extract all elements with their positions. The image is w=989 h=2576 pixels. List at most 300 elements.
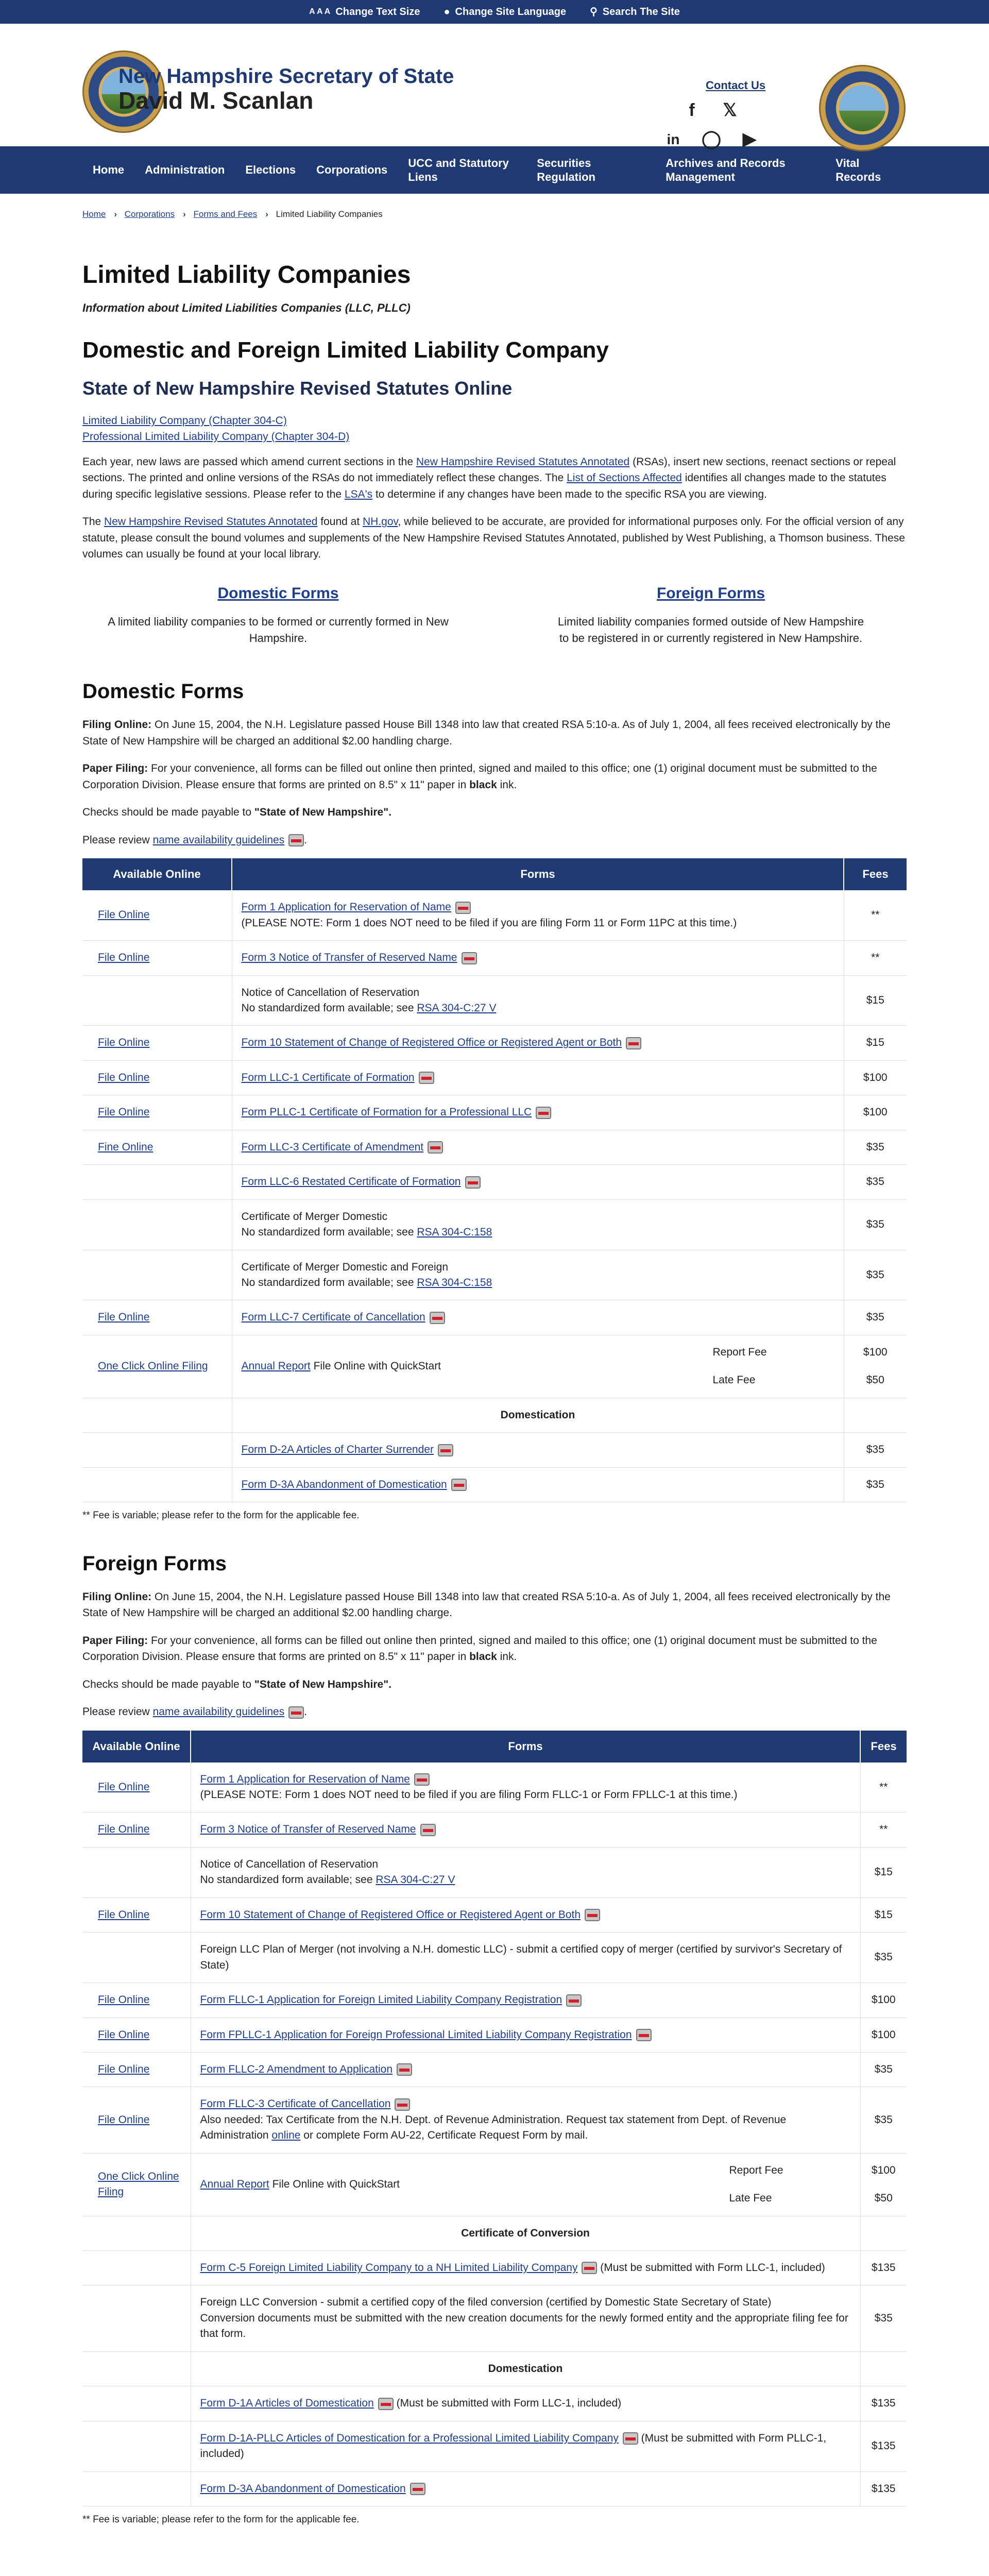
table-row [82,2052,907,2087]
report-fee: $100 [863,1346,888,1358]
statutes-paragraph-2 [82,514,907,563]
live-free-seal-logo [819,65,906,151]
linkedin-icon[interactable]: in [667,131,680,147]
text: On June 15, 2004, the N.H. Legislature passed House Bill 1348 into law that created RSA 5:10-a. As of July 1, 2004, all fees received electronically by the State of New Hampshire will be charged an additional $2.00 handling charge. [82,719,891,747]
report-fee-label: Report Fee [729,2164,783,2176]
table-row [82,1060,907,1095]
text: (RSAs), insert new sections, reenact sections or repeal sections. The printed and online versions of the RSAs do not immediately reflect these changes. The [82,455,896,484]
file-online-link[interactable]: File Online [98,1994,150,2006]
rsa-link[interactable]: RSA 304-C:158 [417,1226,492,1239]
form-link[interactable]: Form LLC-3 Certificate of Amendment [241,1141,424,1153]
form-link[interactable]: Form FLLC-3 Certificate of Cancellation [200,2098,391,2110]
empty-cell [82,1433,232,1467]
form-cell [232,941,844,975]
pdf-icon[interactable] [410,2483,425,2495]
annual-report-row [82,1335,907,1398]
available-online-cell [82,1300,232,1335]
available-online-cell [82,1847,191,1897]
nhgov-link[interactable]: NH.gov [363,516,398,528]
available-online-cell [82,1335,232,1398]
file-online-link[interactable]: File Online [98,952,150,964]
text-size-label: Change Text Size [335,6,420,18]
text: Checks should be made payable to [82,1678,254,1690]
pdf-icon[interactable] [288,1706,304,1719]
file-online-link[interactable]: File Online [98,909,150,921]
fee-cell: $100 [860,2018,907,2052]
form-cell [191,1933,860,1983]
rsa-link[interactable]: New Hampshire Revised Statutes Annotated [416,455,630,468]
text: "State of New Hampshire". [254,1678,392,1690]
annual-report-link[interactable]: Annual Report [241,1360,311,1372]
form-cell [191,2471,860,2506]
language-button[interactable] [444,5,566,20]
breadcrumb-home[interactable]: Home [82,209,106,219]
form-link[interactable]: Form D-3A Abandonment of Domestication [241,1478,447,1490]
available-online-cell [82,1060,232,1095]
annual-text: File Online with QuickStart [269,2178,400,2190]
pdf-icon[interactable] [378,2398,394,2410]
fee-cell: $35 [860,1933,907,1983]
form-link[interactable]: Form 1 Application for Reservation of Name [200,1773,410,1785]
main-content [0,257,989,2527]
table-row [82,1433,907,1467]
form-cell [232,1467,844,1502]
filing-online-note [82,1589,907,1621]
fee-cell: $35 [860,2052,907,2087]
text: The [82,516,105,528]
facebook-icon[interactable]: f [689,100,695,121]
pdf-icon[interactable] [430,1312,445,1324]
text: black [469,1651,497,1663]
domestic-forms-desc: A limited liability companies to be formed or currently formed in New Hampshire. [108,615,449,645]
domestication-heading: Domestication [232,1398,844,1432]
text: Please review [82,834,153,846]
available-online-cell [82,941,232,975]
checks-note [82,804,907,821]
breadcrumb-corporations[interactable]: Corporations [124,209,175,219]
table-row [82,2018,907,2052]
pdf-icon[interactable] [455,902,471,914]
empty-cell [860,2216,907,2250]
fee-cell: $15 [844,975,907,1026]
form-cell [232,1433,844,1467]
form-cell [191,2386,860,2421]
form-link[interactable]: Form 3 Notice of Transfer of Reserved Name [200,1823,416,1836]
statutes-heading: State of New Hampshire Revised Statutes Online [82,377,513,399]
pllc-chapter-link[interactable]: Professional Limited Liability Company (Chapter 304-D) [82,430,350,443]
form-link[interactable]: Form FLLC-2 Amendment to Application [200,2063,393,2075]
fee-cell: $135 [860,2471,907,2506]
fee-cell: $35 [844,1250,907,1300]
late-fee-label: Late Fee [729,2192,772,2205]
pdf-icon[interactable] [451,1479,467,1491]
file-online-link[interactable]: File Online [98,1781,150,1793]
form-note: Conversion documents must be submitted with the new creation documents for the newly formed entity and the appropriate filing fee for that form. [200,2312,848,2340]
form-cell [232,1300,844,1335]
form-link[interactable]: Form 1 Application for Reservation of Name [241,901,451,913]
empty-cell [82,2216,191,2250]
form-link[interactable]: Form LLC-1 Certificate of Formation [241,1071,415,1083]
pdf-icon[interactable] [438,1444,453,1456]
nav-administration[interactable]: Administration [145,163,225,177]
nav-home[interactable]: Home [93,163,125,177]
form-text: Certificate of Merger Domestic and Foreign [241,1261,448,1273]
nav-archives[interactable]: Archives and Records Management [666,156,786,183]
fee-cell: ** [860,1762,907,1812]
fee-cell: $35 [844,1130,907,1164]
text: On June 15, 2004, the N.H. Legislature passed House Bill 1348 into law that created RSA 5:10-a. As of July 1, 2004, all fees received electronically by the State of New Hampshire will be charged an additional $2.00 handling charge. [82,1590,891,1619]
form-cell [191,2087,860,2153]
pdf-icon[interactable] [419,1072,434,1084]
fee-cell: $35 [860,2087,907,2153]
form-link[interactable]: Form D-1A Articles of Domestication [200,2397,374,2410]
pdf-icon[interactable] [585,1909,600,1921]
available-online-cell [82,975,232,1026]
form-note: No standardized form available; see [241,1226,417,1239]
annual-text: File Online with QuickStart [310,1360,441,1372]
fee-cell: $135 [860,2386,907,2421]
form-link[interactable]: Form FPLLC-1 Application for Foreign Professional Limited Liability Company Registration [200,2028,632,2041]
search-label: Search The Site [602,6,680,18]
report-fee-label: Report Fee [712,1346,767,1358]
text: . [304,1706,308,1718]
table-row [82,2471,907,2506]
pdf-icon[interactable] [566,1994,582,2007]
table-row [82,1250,907,1300]
col-forms: Forms [191,1731,860,1762]
empty-cell [82,2386,191,2421]
table-row [82,2421,907,2471]
form-link[interactable]: Form PLLC-1 Certificate of Formation for a Professional LLC [241,1106,532,1118]
filing-online-note [82,717,907,749]
file-online-link[interactable]: File Online [98,2113,150,2126]
foreign-forms-link[interactable]: Foreign Forms [656,584,765,602]
breadcrumb-forms-fees[interactable]: Forms and Fees [193,209,258,219]
globe-icon: ● [444,6,450,18]
table-row [82,2285,907,2351]
empty-cell [82,1467,232,1502]
fee-cell: $35 [844,1165,907,1199]
fee-cell: ** [844,890,907,940]
one-click-filing-link[interactable]: One Click Online Filing [98,2170,179,2198]
fee-cell [844,1335,907,1398]
available-online-cell [82,1165,232,1199]
form-cell [232,1250,844,1300]
table-row [82,1165,907,1199]
empty-cell [82,1398,232,1432]
available-online-cell [82,1933,191,1983]
x-icon[interactable]: 𝕏 [723,100,737,121]
checks-note [82,1676,907,1693]
paper-filing-note [82,1633,907,1665]
late-fee-label: Late Fee [712,1374,756,1386]
domestic-footnote: ** Fee is variable; please refer to the form for the applicable fee. [82,1510,360,1521]
form-link[interactable]: Form LLC-7 Certificate of Cancellation [241,1311,425,1324]
domestic-heading: Domestic Forms [82,680,244,703]
form-text: Certificate of Merger Domestic [241,1210,388,1223]
search-button[interactable] [590,5,680,20]
table-row [82,1983,907,2018]
form-link[interactable]: Form C-5 Foreign Limited Liability Company to a NH Limited Liability Company [200,2262,578,2274]
form-cell [191,2251,860,2285]
col-available-online: Available Online [82,858,232,890]
file-online-link[interactable]: File Online [98,1037,150,1049]
text: to determine if any changes have been made to the specific RSA you are viewing. [372,488,767,500]
breadcrumb [0,194,989,221]
form-cell [191,1762,860,1812]
chevron-right-icon: › [114,209,117,219]
pdf-icon[interactable] [623,2432,638,2445]
foreign-forms-table [82,1731,907,2506]
brand-line2: David M. Scanlan [118,87,314,114]
pdf-icon[interactable] [288,834,304,846]
form-link[interactable]: Form 10 Statement of Change of Registered Office or Registered Agent or Both [200,1908,581,1921]
form-cell [191,2018,860,2052]
lsa-link[interactable]: LSA's [344,488,373,500]
rsa-link[interactable]: RSA 304-C:158 [417,1276,492,1289]
pdf-icon[interactable] [395,2098,410,2111]
form-note: No standardized form available; see [241,1276,417,1289]
available-online-cell [82,2018,191,2052]
table-row [82,890,907,940]
table-row [82,2386,907,2421]
nav-corporations[interactable]: Corporations [316,163,388,177]
fee-cell: $100 [860,1983,907,2018]
pdf-icon[interactable] [414,1773,430,1786]
table-row [82,1095,907,1130]
table-row [82,941,907,975]
form-note: No standardized form available; see [200,1874,376,1886]
page-title: Limited Liability Companies [82,261,411,289]
pdf-icon[interactable] [462,952,477,964]
pdf-icon[interactable] [465,1176,481,1189]
file-online-link[interactable]: File Online [98,2028,150,2041]
form-cell [191,2052,860,2087]
file-online-link[interactable]: Fine Online [98,1141,154,1153]
available-online-cell [82,890,232,940]
subheading-row [82,2351,907,2386]
file-online-link[interactable]: File Online [98,1311,150,1324]
empty-cell [860,2351,907,2386]
domestication-heading: Domestication [191,2351,860,2386]
form-link[interactable]: Form 3 Notice of Transfer of Reserved Name [241,952,457,964]
subheading-row [82,1398,907,1432]
text: Please review [82,1706,153,1718]
available-online-cell [82,1812,191,1847]
name-availability-link[interactable]: name availability guidelines [152,834,285,846]
form-cell [232,1165,844,1199]
file-online-link[interactable]: File Online [98,1823,150,1836]
table-row [82,1199,907,1250]
form-note: (PLEASE NOTE: Form 1 does NOT need to be filed if you are filing Form FLLC-1 or Form FPLLC-1 at this time.) [200,1789,738,1801]
late-fee: $50 [874,2192,893,2205]
form-cell [232,1095,844,1130]
pdf-icon[interactable] [397,2063,412,2076]
pdf-icon[interactable] [582,2262,597,2274]
available-online-cell [82,1130,232,1164]
conversion-heading: Certificate of Conversion [191,2216,860,2250]
social-row-2 [662,129,760,150]
available-online-cell [82,1762,191,1812]
lsa-list-link[interactable]: List of Sections Affected [567,472,682,484]
table-row [82,2087,907,2153]
table-row [82,1130,907,1164]
form-cell [232,1026,844,1060]
table-row [82,1762,907,1812]
site-brand[interactable] [118,65,454,114]
form-link[interactable]: Form LLC-6 Restated Certificate of Formation [241,1176,461,1188]
form-cell [191,2421,860,2471]
form-link[interactable]: Form D-1A-PLLC Articles of Domestication for a Professional Limited Liability Company [200,2432,619,2444]
fee-cell: $35 [844,1467,907,1502]
form-cell [232,1130,844,1164]
form-cell [191,1812,860,1847]
rsa-link[interactable]: RSA 304-C:27 V [376,1874,455,1886]
empty-cell [82,2285,191,2351]
form-note: or complete Form AU-22, Certificate Request Form by mail. [300,2129,588,2142]
form-cell [191,1847,860,1897]
form-text: Notice of Cancellation of Reservation [241,986,420,998]
pdf-icon[interactable] [636,2029,652,2041]
pdf-icon[interactable] [420,1824,436,1836]
form-cell [191,2153,860,2216]
file-online-link[interactable]: File Online [98,1908,150,1921]
available-online-cell [82,1983,191,2018]
text-size-button[interactable] [309,5,420,20]
llc-chapter-link[interactable]: Limited Liability Company (Chapter 304-C) [82,415,287,427]
form-link[interactable]: Form 10 Statement of Change of Registered Office or Registered Agent or Both [241,1037,622,1049]
pdf-icon[interactable] [536,1107,551,1119]
header-contact-link[interactable]: Contact Us [706,79,766,92]
form-note: (Must be submitted with Form LLC-1, included) [597,2262,825,2274]
text: . [304,834,308,846]
table-row [82,1026,907,1060]
available-online-cell [82,1026,232,1060]
nav-securities[interactable]: Securities Regulation [537,156,595,183]
pdf-icon[interactable] [428,1141,443,1154]
table-row [82,1847,907,1897]
name-availability-link[interactable]: name availability guidelines [152,1706,285,1718]
fee-cell: $35 [860,2285,907,2351]
available-online-cell [82,1897,191,1932]
youtube-icon[interactable]: ▶ [742,129,757,149]
text: ink. [497,1651,517,1663]
available-online-cell [82,2052,191,2087]
brand-line1: New Hampshire Secretary of State [118,65,454,88]
pdf-icon[interactable] [626,1037,641,1049]
col-available-online: Available Online [82,1731,191,1762]
form-note: (PLEASE NOTE: Form 1 does NOT need to be filed if you are filing Form 11 or Form 11PC at this time.) [241,917,737,929]
file-online-link[interactable]: File Online [98,1106,150,1118]
page-subtitle: Information about Limited Liabilities Companies (LLC, PLLC) [82,301,411,315]
col-fees: Fees [844,858,907,890]
available-online-cell [82,1199,232,1250]
empty-cell [82,2351,191,2386]
form-cell [232,890,844,940]
section-heading: Domestic and Foreign Limited Liability Company [82,337,609,363]
label: Filing Online: [82,719,152,731]
form-cell [232,1335,844,1398]
text: black [469,778,497,791]
form-cell [191,1983,860,2018]
label: Filing Online: [82,1590,152,1603]
main-nav [0,146,989,194]
social-row-1 [681,100,741,122]
foreign-forms-desc: Limited liability companies formed outside of New Hampshire to be registered in or currently registered in New Hampshire. [557,615,864,645]
nav-vital-records[interactable]: Vital Records [835,156,881,183]
domestic-forms-table [82,858,907,1502]
form-note: Also needed: Tax Certificate from the N.H. Dept. of Revenue Administration. Request tax statement from Dept. of Revenue Administration [200,2113,787,2142]
form-text: Foreign LLC Conversion - submit a certified copy of the filed conversion (certified by Domestic State Secretary of State) [200,2296,772,2309]
text: ink. [497,778,517,791]
fee-cell: $135 [860,2251,907,2285]
table-row [82,1897,907,1932]
paper-filing-note [82,760,907,793]
table-row [82,1300,907,1335]
table-row [82,2251,907,2285]
nav-elections[interactable]: Elections [245,163,296,177]
nav-ucc[interactable]: UCC and Statutory Liens [408,156,509,183]
dra-online-link[interactable]: online [271,2129,301,2142]
form-cell [191,2285,860,2351]
empty-cell [82,2251,191,2285]
foreign-footnote: ** Fee is variable; please refer to the form for the applicable fee. [82,2514,360,2525]
form-note: (Must be submitted with Form LLC-1, included) [393,2397,622,2410]
chevron-right-icon: › [265,209,268,219]
language-label: Change Site Language [455,6,567,18]
text: Checks should be made payable to [82,806,254,819]
text: found at [317,516,363,528]
fee-cell: $15 [860,1847,907,1897]
text: For your convenience, all forms can be filled out online then printed, signed and mailed to this office; one (1) original document must be submitted to the Corporation Division. Please ensure that forms are printed on 8.5" x 11" paper in [82,762,877,791]
annual-report-row [82,2153,907,2216]
form-link[interactable]: Form FLLC-1 Application for Foreign Limited Liability Company Registration [200,1994,562,2006]
utility-bar [0,0,989,24]
instagram-icon[interactable]: ◯ [701,129,722,149]
fee-cell: $35 [844,1199,907,1250]
empty-cell [82,2471,191,2506]
col-fees: Fees [860,1731,907,1762]
table-row [82,975,907,1026]
annual-report-link[interactable]: Annual Report [200,2178,269,2190]
text: Each year, new laws are passed which amend current sections in the [82,455,416,468]
form-cell [232,1199,844,1250]
file-online-link[interactable]: File Online [98,1071,150,1083]
form-cell [191,1897,860,1932]
available-online-cell [82,2153,191,2216]
form-text: Foreign LLC Plan of Merger (not involving a N.H. domestic LLC) - submit a certified copy of merger (certified by survivor's Secretary of State) [200,1943,842,1971]
form-cell [232,975,844,1026]
domestic-forms-link[interactable]: Domestic Forms [217,584,339,602]
fee-cell: $100 [844,1095,907,1130]
label: Paper Filing: [82,1634,148,1647]
form-link[interactable]: Form D-2A Articles of Charter Surrender [241,1444,434,1456]
form-cell [232,1060,844,1095]
breadcrumb-current: Limited Liability Companies [276,209,383,219]
fee-cell: $100 [844,1060,907,1095]
file-online-link[interactable]: File Online [98,2063,150,2075]
rsa-link[interactable]: RSA 304-C:27 V [417,1002,497,1014]
rsa-link[interactable]: New Hampshire Revised Statutes Annotated [104,516,318,528]
form-link[interactable]: Form D-3A Abandonment of Domestication [200,2482,406,2495]
report-fee: $100 [871,2164,896,2176]
table-row [82,1812,907,1847]
one-click-filing-link[interactable]: One Click Online Filing [98,1360,208,1372]
fee-cell: ** [860,1812,907,1847]
form-text: Notice of Cancellation of Reservation [200,1858,379,1870]
text: , while believed to be accurate, are provided for informational purposes only. For the official version of any statute, please consult the bound volumes and supplements of the New Hampshire Revised Statutes Annotated, published by West Publishing, a Thomson business. These volumes can usually be found at your local library. [82,516,905,561]
empty-cell [82,2421,191,2471]
